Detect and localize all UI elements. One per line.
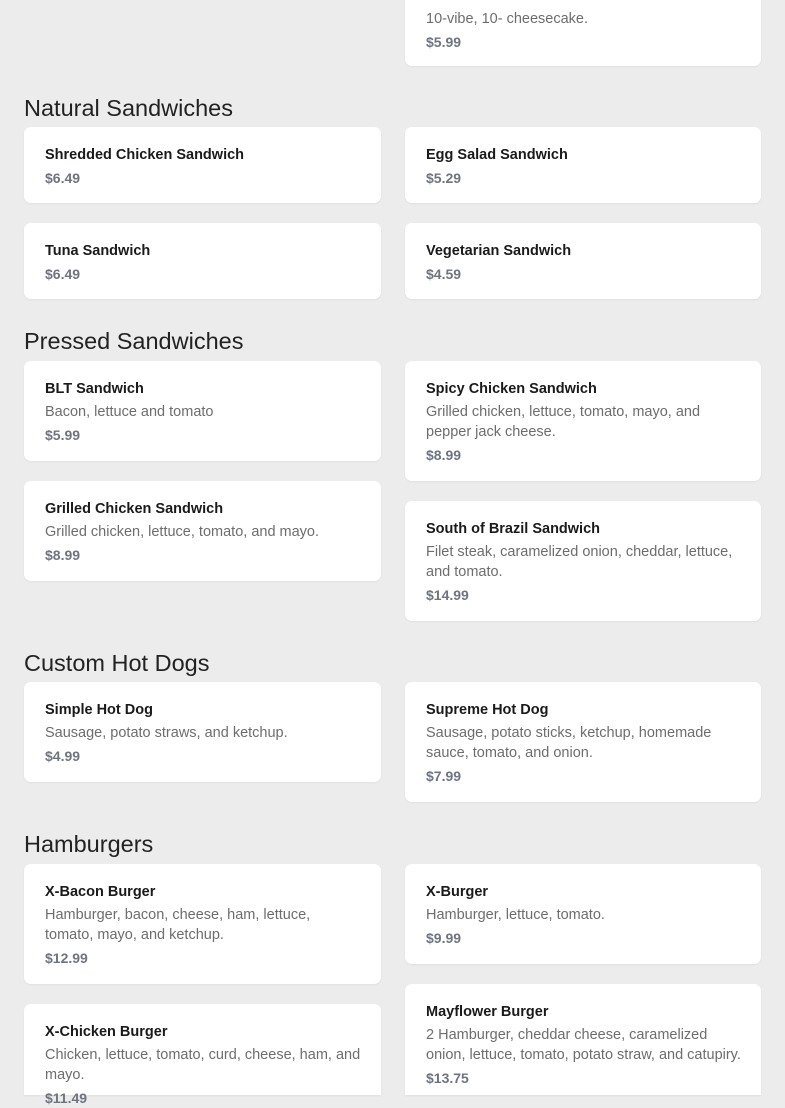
item-price: $6.49 xyxy=(45,266,81,282)
section-title-pressed-sandwiches: Pressed Sandwiches xyxy=(24,328,244,354)
item-price: $8.99 xyxy=(45,547,81,563)
item-price: $11.49 xyxy=(45,1090,88,1106)
item-price: $5.99 xyxy=(426,34,462,50)
item-name: Grilled Chicken Sandwich xyxy=(45,501,224,517)
menu-item-card[interactable] xyxy=(24,1004,381,1106)
item-price: $5.29 xyxy=(426,170,462,186)
item-price: $6.49 xyxy=(45,170,81,186)
item-name: Vegetarian Sandwich xyxy=(426,243,572,259)
item-name: Supreme Hot Dog xyxy=(426,702,549,718)
item-name: Simple Hot Dog xyxy=(45,702,153,718)
item-description: Bacon, lettuce and tomato xyxy=(45,404,214,420)
item-name: Mayflower Burger xyxy=(426,1004,549,1020)
item-price: $13.75 xyxy=(426,1070,469,1086)
item-price: $12.99 xyxy=(45,950,88,966)
item-description: Sausage, potato straws, and ketchup. xyxy=(45,725,288,741)
item-description: Filet steak, caramelized onion, cheddar, lettuce, and tomato. xyxy=(426,544,733,580)
item-name: South of Brazil Sandwich xyxy=(426,521,601,537)
section-title-custom-hot-dogs: Custom Hot Dogs xyxy=(24,650,210,676)
section-title-natural-sandwiches: Natural Sandwiches xyxy=(24,95,233,121)
item-name: Egg Salad Sandwich xyxy=(426,147,568,163)
menu-item-card[interactable] xyxy=(405,361,761,481)
menu-item-card[interactable] xyxy=(405,501,761,621)
menu-item-card[interactable] xyxy=(405,864,761,964)
section-title-hamburgers: Hamburgers xyxy=(24,831,154,857)
item-price: $8.99 xyxy=(426,447,462,463)
item-price: $14.99 xyxy=(426,587,469,603)
menu-item-card[interactable] xyxy=(24,223,381,299)
menu-item-card[interactable] xyxy=(405,127,761,203)
item-description: Grilled chicken, lettuce, tomato, and mayo. xyxy=(45,524,320,540)
menu-item-card[interactable] xyxy=(405,682,761,802)
item-name: Shredded Chicken Sandwich xyxy=(45,147,245,163)
item-name: Spicy Chicken Sandwich xyxy=(426,381,597,397)
menu-item-card[interactable] xyxy=(24,361,381,461)
item-price: $9.99 xyxy=(426,930,462,946)
item-description: Hamburger, bacon, cheese, ham, lettuce, tomato, mayo, and ketchup. xyxy=(45,907,311,943)
item-description: Grilled chicken, lettuce, tomato, mayo, and pepper jack cheese. xyxy=(426,404,701,440)
menu-item-card[interactable] xyxy=(405,984,761,1095)
menu-item-card[interactable] xyxy=(24,864,381,984)
menu-item-card[interactable] xyxy=(405,223,761,299)
item-name: Tuna Sandwich xyxy=(45,243,151,259)
item-description: Hamburger, lettuce, tomato. xyxy=(426,907,605,923)
item-description: 10-vibe, 10- cheesecake. xyxy=(426,11,589,27)
item-name: X-Bacon Burger xyxy=(45,884,156,900)
item-price: $4.59 xyxy=(426,266,462,282)
menu-item-card[interactable] xyxy=(405,0,761,66)
item-price: $5.99 xyxy=(45,427,81,443)
item-description: Sausage, potato sticks, ketchup, homemade sauce, tomato, and onion. xyxy=(426,725,712,761)
item-name: BLT Sandwich xyxy=(45,381,144,397)
item-description: 2 Hamburger, cheddar cheese, caramelized onion, lettuce, tomato, potato straw, and catupiry. xyxy=(426,1027,741,1063)
item-description: Chicken, lettuce, tomato, curd, cheese, ham, and mayo. xyxy=(45,1047,361,1083)
item-name: X-Chicken Burger xyxy=(45,1024,168,1040)
menu-item-card[interactable] xyxy=(24,127,381,203)
item-name: X-Burger xyxy=(426,884,489,900)
menu-item-card[interactable] xyxy=(24,481,381,581)
menu-item-card[interactable] xyxy=(24,682,381,782)
item-price: $4.99 xyxy=(45,748,81,764)
item-price: $7.99 xyxy=(426,768,462,784)
